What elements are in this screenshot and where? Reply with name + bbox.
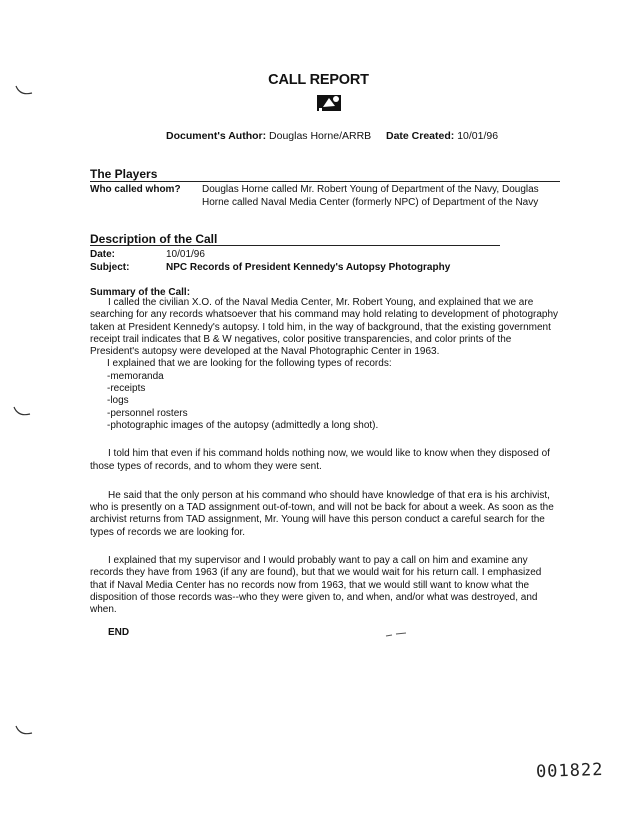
who-called-label: Who called whom? <box>90 184 181 195</box>
document-author <box>166 130 371 142</box>
call-date-label: Date: <box>90 249 116 260</box>
summary-line: I called the civilian X.O. of the Naval Media Center, Mr. Robert Young, and explained that we are <box>108 297 534 308</box>
document-number-stamp: 001822 <box>535 759 604 783</box>
summary-line: receipt trail indicates that B & W negatives, color positive transparencies, and color prints of the <box>90 333 512 345</box>
who-called-line: Horne called Naval Media Center (formerly NPC) of Department of the Navy <box>202 197 539 208</box>
summary-line: those types of records, and to whom they were sent. <box>90 460 322 472</box>
summary-line: that if Naval Media Center has no records now from 1963, that we would still want to know what the <box>90 579 530 591</box>
summary-body <box>90 297 578 617</box>
summary-line: President's autopsy were developed at the Naval Photographic Center in 1963. <box>90 346 440 358</box>
summary-line: I explained that my supervisor and I would probably want to pay a call on him and examine any <box>108 555 528 567</box>
players-rule <box>90 181 560 182</box>
list-item: -logs <box>107 395 129 407</box>
margin-mark <box>12 405 32 423</box>
summary-line: He said that the only person at his command who should have knowledge of that era is his archivist, <box>108 489 550 501</box>
page-title: CALL REPORT <box>268 72 369 88</box>
summary-line: when. <box>90 604 117 616</box>
date-created-label: Date Created: <box>386 130 455 142</box>
end-marker: END <box>108 627 130 638</box>
report-logo-icon <box>315 93 345 113</box>
date-created-value: 10/01/96 <box>457 130 499 142</box>
summary-line: archivist returns from TAD assignment, Mr. Young will have this person conduct a careful search for the <box>90 514 545 526</box>
summary-line: types of records we are looking for. <box>90 526 246 538</box>
summary-line: disposition of those records was--who they were given to, and when, and/or what was destroyed, and <box>90 591 538 603</box>
list-item: -receipts <box>107 383 146 395</box>
summary-line: records they have from 1963 (if any are found), but that we would wait for his return call. I emphasized <box>90 567 542 579</box>
summary-line: taken at President Kennedy's autopsy. I told him, in the way of background, that the existing government <box>90 321 551 333</box>
subject-label: Subject: <box>90 262 130 273</box>
description-rule <box>90 245 500 246</box>
stray-mark <box>384 626 408 644</box>
summary-line: I told him that even if his command holds nothing now, we would like to know when they disposed of <box>108 448 550 460</box>
who-called-value <box>202 183 539 209</box>
author-value: Douglas Horne/ARRB <box>269 130 372 142</box>
list-item: -memoranda <box>107 370 164 382</box>
description-heading: Description of the Call <box>90 232 218 246</box>
summary-heading: Summary of the Call: <box>90 287 191 298</box>
list-item: -personnel rosters <box>107 407 188 419</box>
who-called-line: Douglas Horne called Mr. Robert Young of Department of the Navy, Douglas <box>202 184 539 195</box>
subject-value: NPC Records of President Kennedy's Autopsy Photography <box>166 262 451 273</box>
summary-line: searching for any records whatsoever that his command may hold relating to development of photography <box>90 309 559 321</box>
margin-mark <box>14 724 34 742</box>
list-intro: I explained that we are looking for the following types of records: <box>107 358 392 370</box>
call-date-value: 10/01/96 <box>166 249 205 260</box>
author-label: Document's Author: <box>166 130 267 142</box>
summary-line: who is presently on a TAD assignment out-of-town, and will not be back for about a week. As soon as the <box>90 502 554 514</box>
date-created <box>386 130 498 142</box>
players-heading: The Players <box>90 167 158 181</box>
list-item: -photographic images of the autopsy (admittedly a long shot). <box>107 419 379 431</box>
